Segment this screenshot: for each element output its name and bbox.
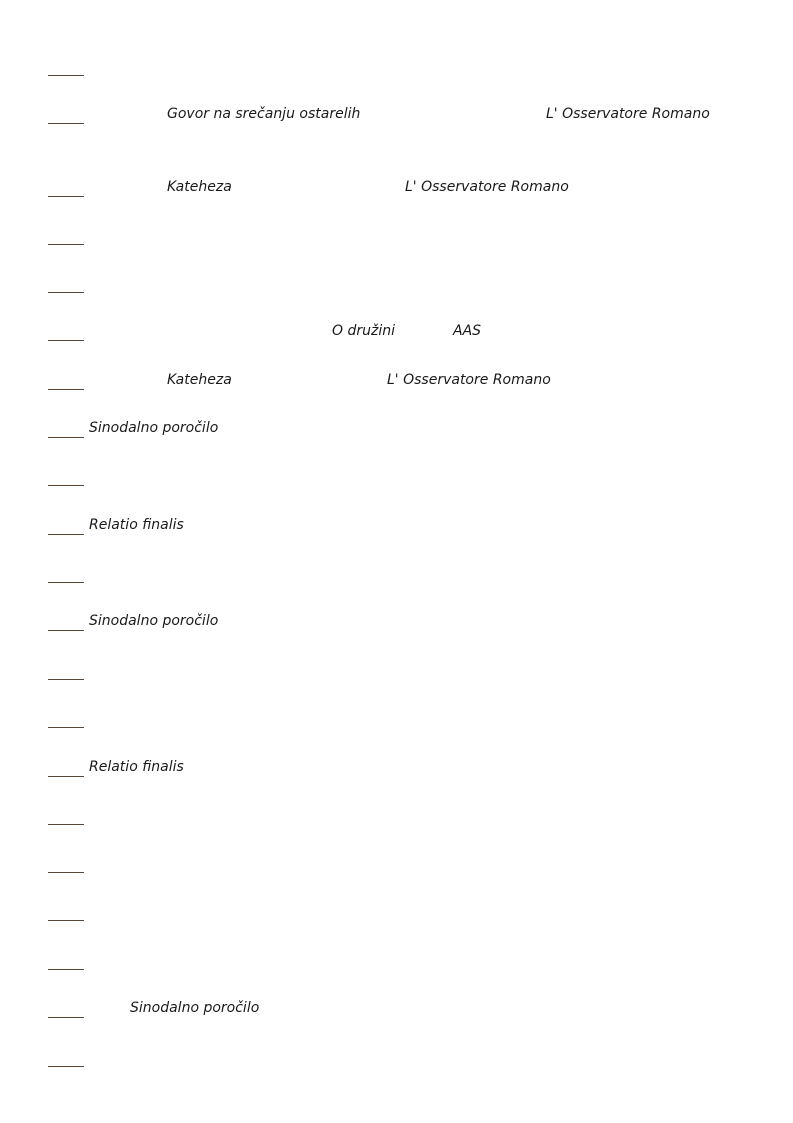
entry-title: Govor na srečanju ostarelih xyxy=(167,106,361,122)
entry-row xyxy=(0,1047,793,1067)
entry-title: Sinodalno poročilo xyxy=(89,420,219,436)
entry-row xyxy=(0,950,793,970)
entry-row xyxy=(0,515,793,535)
entry-row xyxy=(0,56,793,76)
footnote-rule xyxy=(48,679,84,680)
footnote-rule xyxy=(48,630,84,631)
footnote-rule xyxy=(48,389,84,390)
entry-row xyxy=(0,225,793,245)
entry-row xyxy=(0,563,793,583)
entry-title: Kateheza xyxy=(167,179,232,195)
entry-row xyxy=(0,273,793,293)
entry-title: Relatio finalis xyxy=(89,517,184,533)
entry-source: L' Osservatore Romano xyxy=(387,372,551,388)
footnote-rule xyxy=(48,1017,84,1018)
entry-row xyxy=(0,757,793,777)
entry-row xyxy=(0,805,793,825)
entry-row xyxy=(0,177,793,197)
entry-row xyxy=(0,660,793,680)
footnote-rule xyxy=(48,1066,84,1067)
footnote-rule xyxy=(48,582,84,583)
entry-row xyxy=(0,853,793,873)
entry-title: Sinodalno poročilo xyxy=(130,1000,260,1016)
entry-row xyxy=(0,901,793,921)
entry-title: Kateheza xyxy=(167,372,232,388)
footnote-rule xyxy=(48,872,84,873)
footnote-rule xyxy=(48,824,84,825)
footnote-rule xyxy=(48,437,84,438)
entry-row xyxy=(0,466,793,486)
entry-row xyxy=(0,370,793,390)
entry-row xyxy=(0,708,793,728)
footnote-rule xyxy=(48,969,84,970)
entry-title: Sinodalno poročilo xyxy=(89,613,219,629)
entry-row xyxy=(0,104,793,124)
footnote-rule xyxy=(48,123,84,124)
footnote-rule xyxy=(48,75,84,76)
footnote-rule xyxy=(48,196,84,197)
footnote-rule xyxy=(48,727,84,728)
entry-row xyxy=(0,321,793,341)
entry-title: O družini xyxy=(332,323,395,339)
footnote-rule xyxy=(48,776,84,777)
entry-row xyxy=(0,611,793,631)
footnote-rule xyxy=(48,292,84,293)
entry-row xyxy=(0,418,793,438)
footnote-rule xyxy=(48,920,84,921)
entry-title: Relatio finalis xyxy=(89,759,184,775)
footnote-rule xyxy=(48,340,84,341)
entry-source: L' Osservatore Romano xyxy=(405,179,569,195)
footnote-rule xyxy=(48,485,84,486)
entry-row xyxy=(0,998,793,1018)
entry-source: L' Osservatore Romano xyxy=(546,106,710,122)
entry-source: AAS xyxy=(453,323,482,339)
footnote-rule xyxy=(48,534,84,535)
footnote-rule xyxy=(48,244,84,245)
